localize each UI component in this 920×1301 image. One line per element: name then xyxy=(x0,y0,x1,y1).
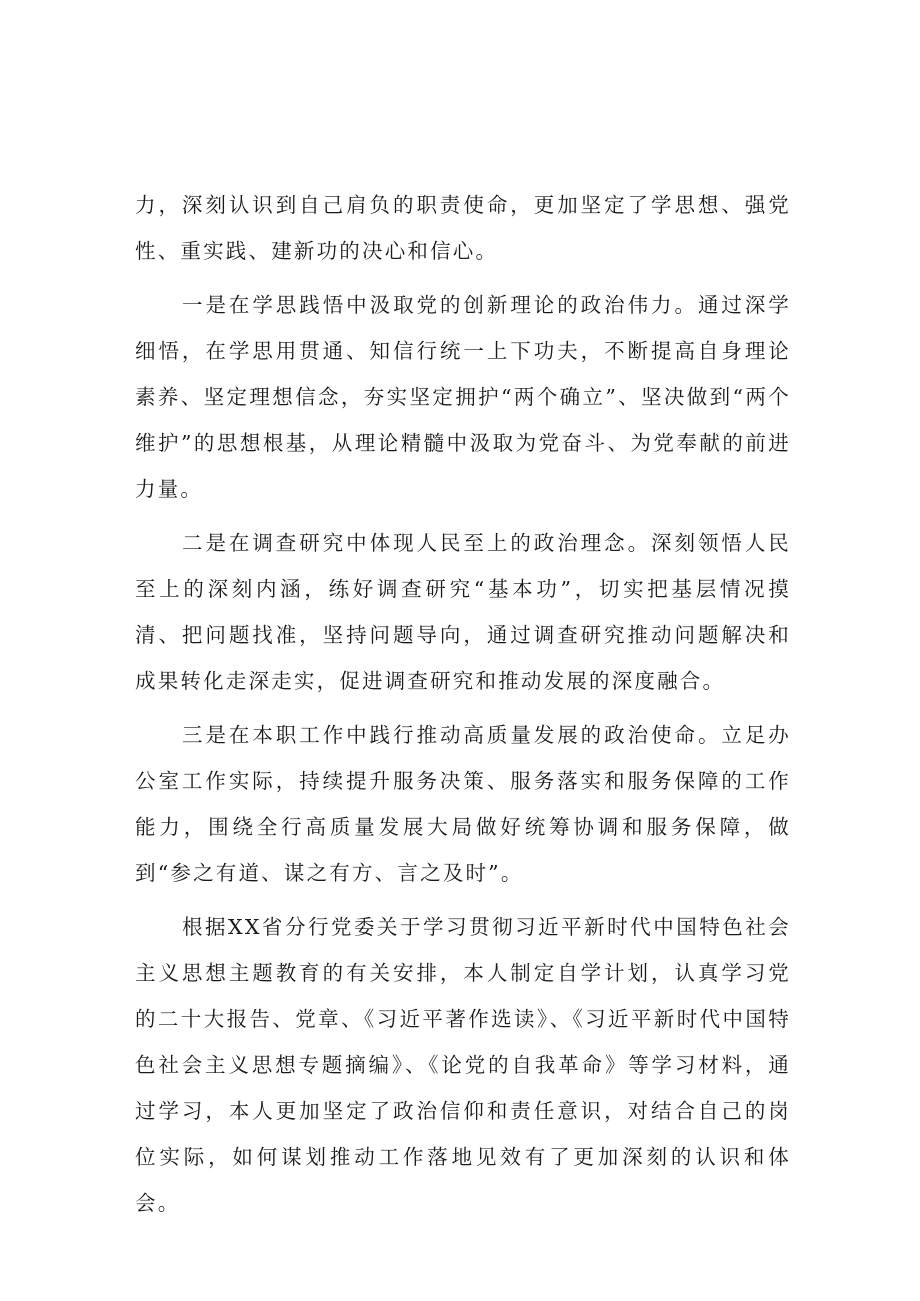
paragraph-point-three: 三是在本职工作中践行推动高质量发展的政治使命。立足办公室工作实际，持续提升服务决策、服务落实和服务保障的工作能力，围绕全行高质量发展大局做好统筹协调和服务保障，做到“参之有道、谋之有方、言之及时”。 xyxy=(135,723,791,885)
paragraph-intro-continuation: 力，深刻认识到自己肩负的职责使命，更加坚定了学思想、强党性、重实践、建新功的决心和信心。 xyxy=(135,193,791,263)
document-body xyxy=(135,182,791,1234)
paragraph-point-two: 二是在调查研究中体现人民至上的政治理念。深刻领悟人民至上的深刻内涵，练好调查研究“基本功”，切实把基层情况摸清、把问题找准，坚持问题导向，通过调查研究推动问题解决和成果转化走深走实，促进调查研究和推动发展的深度融合。 xyxy=(135,531,791,693)
paragraph-study-plan: 根据XX省分行党委关于学习贯彻习近平新时代中国特色社会主义思想主题教育的有关安排，本人制定自学计划，认真学习党的二十大报告、党章、《习近平著作选读》、《习近平新时代中国特色社会主义思想专题摘编》、《论党的自我革命》等学习材料，通过学习，本人更加坚定了政治信仰和责任意识，对结合自己的岗位实际，如何谋划推动工作落地见效有了更加深刻的认识和体会。 xyxy=(135,915,791,1215)
paragraph-point-one: 一是在学思践悟中汲取党的创新理论的政治伟力。通过深学细悟，在学思用贯通、知信行统一上下功夫，不断提高自身理论素养、坚定理想信念，夯实坚定拥护“两个确立”、坚决做到“两个维护”的思想根基，从理论精髓中汲取为党奋斗、为党奉献的前进力量。 xyxy=(135,293,791,501)
